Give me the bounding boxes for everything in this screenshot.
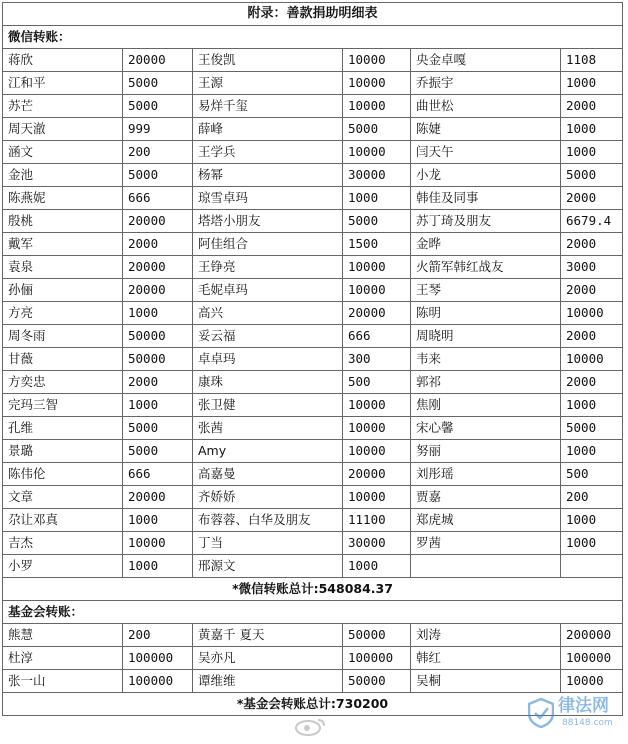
donation-amount: 200 (561, 486, 623, 509)
wechat-row (3, 187, 623, 210)
donation-amount: 100000 (123, 670, 193, 693)
donor-name: 完玛三智 (3, 394, 123, 417)
foundation-total-row (3, 693, 623, 716)
donor-name: 王琴 (411, 279, 561, 302)
donation-amount: 50000 (123, 325, 193, 348)
donor-name: 齐娇娇 (193, 486, 343, 509)
donor-name: 邢源文 (193, 555, 343, 578)
donor-name: 郑虎城 (411, 509, 561, 532)
wechat-row (3, 555, 623, 578)
donation-amount: 200000 (561, 624, 623, 647)
foundation-row (3, 624, 623, 647)
donation-amount: 1000 (561, 509, 623, 532)
donation-amount: 10000 (561, 302, 623, 325)
donation-amount: 20000 (343, 302, 411, 325)
donation-amount: 999 (123, 118, 193, 141)
donation-amount: 200 (123, 624, 193, 647)
wechat-row (3, 141, 623, 164)
donation-amount: 100000 (343, 647, 411, 670)
donor-name: 塔塔小朋友 (193, 210, 343, 233)
donor-name: 戴军 (3, 233, 123, 256)
wechat-row (3, 440, 623, 463)
donor-name: 张一山 (3, 670, 123, 693)
donor-name: Amy (193, 440, 343, 463)
donation-amount: 200 (123, 141, 193, 164)
donation-amount: 2000 (561, 187, 623, 210)
donor-name: 焦刚 (411, 394, 561, 417)
donor-name: 妥云福 (193, 325, 343, 348)
donation-amount: 10000 (343, 394, 411, 417)
donation-amount: 5000 (123, 95, 193, 118)
wechat-row (3, 325, 623, 348)
donation-amount: 50000 (343, 624, 411, 647)
donation-amount: 1000 (343, 555, 411, 578)
donor-name: 陈燕妮 (3, 187, 123, 210)
donation-amount: 500 (561, 463, 623, 486)
foundation-total: *基金会转账总计:730200 (3, 693, 623, 716)
donor-name: 宋心馨 (411, 417, 561, 440)
donation-amount: 20000 (123, 279, 193, 302)
foundation-section-heading-row (3, 601, 623, 624)
donor-name: 袁泉 (3, 256, 123, 279)
donor-name: 吴桐 (411, 670, 561, 693)
donation-amount: 2000 (561, 325, 623, 348)
donor-name: 央金卓嘎 (411, 49, 561, 72)
donation-amount: 1000 (561, 440, 623, 463)
donor-name: 苏丁琦及朋友 (411, 210, 561, 233)
donor-name: 曲世松 (411, 95, 561, 118)
donation-amount: 10000 (123, 532, 193, 555)
donation-amount: 2000 (561, 95, 623, 118)
donor-name: 陈明 (411, 302, 561, 325)
donation-amount (561, 555, 623, 578)
donor-name: 韦来 (411, 348, 561, 371)
wechat-row (3, 417, 623, 440)
donor-name: 周冬雨 (3, 325, 123, 348)
donation-table (2, 2, 623, 716)
donation-amount: 5000 (123, 72, 193, 95)
donation-amount: 10000 (343, 95, 411, 118)
donor-name: 涵文 (3, 141, 123, 164)
donor-name: 周天澈 (3, 118, 123, 141)
donation-amount: 6679.4 (561, 210, 623, 233)
donation-amount: 100000 (561, 647, 623, 670)
wechat-heading-row (3, 26, 623, 49)
donor-name: 黄嘉千 夏天 (193, 624, 343, 647)
donation-amount: 1000 (561, 118, 623, 141)
donor-name: 熊慧 (3, 624, 123, 647)
wechat-row (3, 279, 623, 302)
wechat-row (3, 486, 623, 509)
donation-amount: 3000 (561, 256, 623, 279)
donation-amount: 5000 (123, 164, 193, 187)
donation-amount: 20000 (123, 49, 193, 72)
foundation-section-heading: 基金会转账： (3, 601, 623, 624)
donation-amount: 666 (123, 463, 193, 486)
donation-amount: 1000 (561, 394, 623, 417)
donation-amount: 50000 (343, 670, 411, 693)
wechat-row (3, 302, 623, 325)
donation-amount: 2000 (561, 233, 623, 256)
donor-name: 康珠 (193, 371, 343, 394)
donor-name: 罗茜 (411, 532, 561, 555)
watermark-brand: 律法网 (558, 696, 609, 716)
foundation-row (3, 647, 623, 670)
donation-amount: 5000 (561, 164, 623, 187)
donation-amount: 5000 (343, 210, 411, 233)
donation-amount: 1108 (561, 49, 623, 72)
donation-amount: 1000 (561, 532, 623, 555)
donation-amount: 10000 (343, 279, 411, 302)
donor-name: 谭维维 (193, 670, 343, 693)
donor-name: 刘彤瑶 (411, 463, 561, 486)
donation-amount: 10000 (343, 440, 411, 463)
donor-name: 江和平 (3, 72, 123, 95)
donation-amount: 666 (343, 325, 411, 348)
donor-name: 张茜 (193, 417, 343, 440)
donor-name: 周晓明 (411, 325, 561, 348)
donation-amount: 1000 (561, 141, 623, 164)
donation-amount: 10000 (343, 256, 411, 279)
donor-name: 易烊千玺 (193, 95, 343, 118)
donor-name: 苏芒 (3, 95, 123, 118)
donor-name: 布蓉蓉、白华及朋友 (193, 509, 343, 532)
donor-name: 王学兵 (193, 141, 343, 164)
donation-amount: 5000 (561, 417, 623, 440)
donation-amount: 20000 (123, 210, 193, 233)
donor-name: 王源 (193, 72, 343, 95)
wechat-section-heading: 微信转账： (3, 26, 623, 49)
donor-name: 薛峰 (193, 118, 343, 141)
donor-name: 文章 (3, 486, 123, 509)
donor-name: 王俊凯 (193, 49, 343, 72)
wechat-row (3, 394, 623, 417)
donation-amount: 100000 (123, 647, 193, 670)
donor-name: 景璐 (3, 440, 123, 463)
donation-amount: 20000 (123, 486, 193, 509)
weibo-watermark (294, 716, 328, 736)
donor-name: 阿佳组合 (193, 233, 343, 256)
donor-name: 高兴 (193, 302, 343, 325)
donation-amount: 2000 (561, 371, 623, 394)
donation-amount: 10000 (343, 141, 411, 164)
table-body (3, 3, 623, 716)
donor-name (411, 555, 561, 578)
donor-name: 高嘉曼 (193, 463, 343, 486)
donor-name: 努丽 (411, 440, 561, 463)
donation-amount: 5000 (343, 118, 411, 141)
donor-name: 韩佳及同事 (411, 187, 561, 210)
wechat-row (3, 210, 623, 233)
donation-amount: 2000 (123, 233, 193, 256)
donor-name: 孙俪 (3, 279, 123, 302)
wechat-row (3, 348, 623, 371)
donor-name: 陈婕 (411, 118, 561, 141)
page-title: 附录：善款捐助明细表 (3, 3, 623, 26)
donation-amount: 11100 (343, 509, 411, 532)
donation-amount: 2000 (561, 279, 623, 302)
donation-amount: 10000 (343, 49, 411, 72)
donor-name: 毛妮卓玛 (193, 279, 343, 302)
wechat-total-row (3, 578, 623, 601)
donor-name: 金池 (3, 164, 123, 187)
donor-name: 小龙 (411, 164, 561, 187)
donor-name: 张卫健 (193, 394, 343, 417)
donation-amount: 30000 (343, 532, 411, 555)
donation-amount: 1500 (343, 233, 411, 256)
donor-name: 吴亦凡 (193, 647, 343, 670)
donation-amount: 30000 (343, 164, 411, 187)
donor-name: 琼雪卓玛 (193, 187, 343, 210)
donation-amount: 500 (343, 371, 411, 394)
foundation-row (3, 670, 623, 693)
donation-amount: 1000 (123, 394, 193, 417)
wechat-row (3, 49, 623, 72)
donation-amount: 1000 (343, 187, 411, 210)
donor-name: 方亮 (3, 302, 123, 325)
wechat-row (3, 256, 623, 279)
wechat-row (3, 509, 623, 532)
donation-amount: 5000 (123, 440, 193, 463)
donor-name: 金晔 (411, 233, 561, 256)
wechat-row (3, 532, 623, 555)
donor-name: 闫天午 (411, 141, 561, 164)
wechat-row (3, 233, 623, 256)
donation-amount: 50000 (123, 348, 193, 371)
donation-amount: 1000 (123, 509, 193, 532)
donation-amount: 2000 (123, 371, 193, 394)
donation-amount: 1000 (123, 555, 193, 578)
donation-amount: 300 (343, 348, 411, 371)
wechat-total: *微信转账总计:548084.37 (3, 578, 623, 601)
donation-amount: 10000 (561, 670, 623, 693)
donation-amount: 5000 (123, 417, 193, 440)
donor-name: 殷桃 (3, 210, 123, 233)
donor-name: 乔振宇 (411, 72, 561, 95)
donation-amount: 1000 (123, 302, 193, 325)
donor-name: 甘薇 (3, 348, 123, 371)
donor-name: 蒋欣 (3, 49, 123, 72)
donation-amount: 10000 (343, 417, 411, 440)
donation-sheet (2, 2, 622, 742)
donor-name: 吉杰 (3, 532, 123, 555)
donation-amount: 10000 (343, 72, 411, 95)
donor-name: 尕让邓真 (3, 509, 123, 532)
donor-name: 杨幂 (193, 164, 343, 187)
donation-amount: 20000 (123, 256, 193, 279)
donor-name: 郭祁 (411, 371, 561, 394)
wechat-row (3, 463, 623, 486)
donor-name: 杜淳 (3, 647, 123, 670)
donor-name: 孔维 (3, 417, 123, 440)
donor-name: 刘涛 (411, 624, 561, 647)
donation-amount: 1000 (561, 72, 623, 95)
donation-amount: 20000 (343, 463, 411, 486)
donor-name: 方奕忠 (3, 371, 123, 394)
donor-name: 王铮亮 (193, 256, 343, 279)
wechat-row (3, 72, 623, 95)
donor-name: 火箭军韩红战友 (411, 256, 561, 279)
title-row (3, 3, 623, 26)
donor-name: 贾嘉 (411, 486, 561, 509)
donor-name: 卓卓玛 (193, 348, 343, 371)
weibo-logo-icon (294, 716, 328, 736)
donation-amount: 10000 (343, 486, 411, 509)
donation-amount: 10000 (561, 348, 623, 371)
donor-name: 丁当 (193, 532, 343, 555)
wechat-row (3, 118, 623, 141)
donor-name: 小罗 (3, 555, 123, 578)
watermark-domain: 88148.com (562, 718, 613, 728)
donation-amount: 666 (123, 187, 193, 210)
donor-name: 韩红 (411, 647, 561, 670)
donor-name: 陈伟伦 (3, 463, 123, 486)
wechat-row (3, 371, 623, 394)
wechat-row (3, 164, 623, 187)
wechat-row (3, 95, 623, 118)
